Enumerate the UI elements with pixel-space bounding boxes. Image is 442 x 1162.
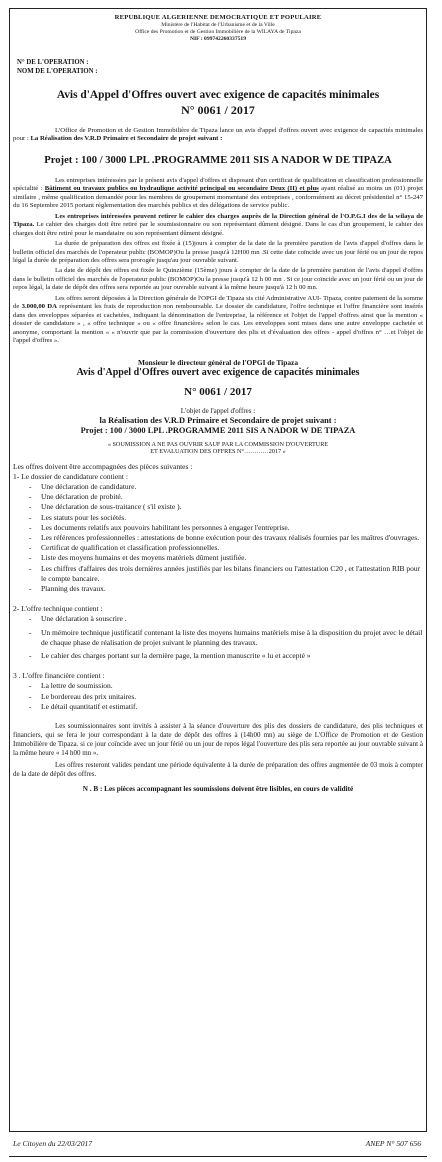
list-item: - Les chiffres d'affaires des trois dernières années justifiés par les bilans financiers ou l'attestation C20 , et l'attestation RIB pour le compte bancaire. — [29, 563, 421, 583]
list-item: - Une déclaration à souscrire . — [29, 614, 127, 624]
list-item: - La lettre de soumission. — [29, 681, 113, 691]
offers-text: Les offres seront déposées à la Direction générale de l'OPGI de Tipaza sis cité Administrative AUI- Tipaza, contre paiement de la somme de — [13, 294, 423, 311]
footer-rule — [9, 1156, 427, 1157]
list-item: - Une déclaration de sous-traitance ( s'il existe ). — [29, 502, 182, 512]
list-item: - Les documents relatifs aux pouvoirs habilitant les personnes à engager l'entreprise. — [29, 522, 290, 532]
list-item: - Les références professionnelles : attestations de bonne exécution pour des travaux réalisés fournies par les maîtres d'ouvrages. — [29, 532, 420, 542]
notice-line-2: ET EVALUATION DES OFFRES N°…………2017 » — [150, 448, 286, 456]
offers-amount: 3.000,00 DA — [21, 303, 57, 311]
list-item: - Une déclaration de probité. — [29, 492, 123, 502]
notice-title: Avis d'Appel d'Offres ouvert avec exigence de capacités minimales — [56, 89, 380, 101]
project-title: Projet : 100 / 3000 LPL .PROGRAMME 2011 SIS A NADOR W DE TIPAZA — [44, 154, 392, 166]
second-project: Projet : 100 / 3000 LPL .PROGRAMME 2011 SIS A NADOR W DE TIPAZA — [80, 426, 356, 436]
section-financiere — [13, 671, 423, 712]
section-financiere-title: 3 . L'offre financière contient : — [13, 671, 105, 681]
list-item: - Les statuts pour les sociétés. — [29, 512, 127, 522]
eligibility-specialty: Bâtiment ou travaux publics ou hydraulique activité principal ou secondaire Deux (II) et plus — [44, 185, 319, 193]
second-title: Avis d'Appel d'Offres ouvert avec exigence de capacités minimales — [76, 366, 360, 378]
retrieve-text-bold: Les entreprises intéressées peuvent retirer le cahier des charges auprès de la Direction général de l'O.P.G.I des de la wilaya de Tipaza. — [13, 212, 423, 229]
offers-rest: représentant les frais de reproduction non remboursable. Le dossier de candidature, l'offre technique et l'offre financière sont insérés dans des enveloppes séparées et cachetées, indiquant la dénomination de l'entreprise, la référence et l'objet de l'appel d'offres ainsi que la mention « dossier de candidature » , « offre technique » ou « offre financière» selon le cas. Les enveloppes sont mises dans une autre enveloppe cachetée et anonyme, comportant la mention « « n'ouvrir que par la commission d'ouverture des plis et d'évaluation des offres - appel d'offres n° …et l'objet de l'appel d'offres ». — [13, 303, 423, 345]
invited-paragraph: Les soumissionnaires sont invités à assister à la séance d'ouverture des plis des dossiers de candidature, des plis techniques et financiers, qui se fera le jour correspondant à la date de dépôt des offres à (14h00 mn) au siège de L'Office de Promotion et de Gestion Immobilière de Tipaza. si ce jour coïncide avec un jour férié ou un jour de repos légal l'ouverture des plis sera reportée au jour ouvrable suivant à la même heure « 14 h00 mn ». — [13, 721, 423, 757]
intro-bold: La Réalisation des V.R.D Primaire et Secondaire de projet suivant : — [30, 135, 223, 143]
footer-source: Le Citoyen du 22/03/2017 — [13, 1139, 93, 1148]
realisation-line: la Réalisation des V.R.D Primaire et Secondaire de projet suivant : — [99, 415, 337, 425]
operation-name-label: NOM DE L'OPERATION : — [17, 67, 98, 75]
section-candidature-title: 1- Le dossier de candidature contient : — [13, 471, 128, 481]
header-nif: NIF : 099742260337519 — [189, 36, 247, 42]
retrieve-text: Le cahier des charges doit être retiré par le soumissionnaire ou son représentant dûment désigné. Dans le cas d'un groupement, le cahier des charges doit être retiré pour le mandataire ou son représentant dûment désigné. — [13, 221, 424, 237]
second-number: N° 0061 / 2017 — [184, 385, 252, 398]
intro-paragraph — [13, 127, 423, 144]
eligibility-rest: ayant réalisé au moins un (01) projet similaire , même qualification demandée pour les membres de groupement momentané des entreprises , conformément au décret présidentiel n° 15-247 du 16 Septembre 2015 portant réglementation des marchés publics et des délégations de service public. — [13, 185, 423, 210]
list-item: - Liste des moyens humains et des moyens matériels dûment justifiée. — [29, 553, 247, 563]
notice-content — [13, 12, 423, 794]
list-item: - Un mémoire technique justificatif contenant la liste des moyens humains matériels mise à la disposition du projet avec le détail de chaque phase de réalisation de projet suivant le planning des travaux. — [29, 627, 423, 647]
list-item: - Le bordereau des prix unitaires. — [29, 691, 137, 701]
header-republic: REPUBLIQUE ALGERIENNE DEMOCRATIQUE ET POPULAIRE — [114, 14, 322, 21]
eligibility-text: Les entreprises intéressées par le présent avis d'appel d'offres et disposant d'un certificat de qualification et classification professionnelle spécialité : — [13, 176, 423, 193]
footer-reference: ANEP N° 507 656 — [365, 1139, 421, 1148]
nb-note: N . B : Les pièces accompagnant les soumissions doivent être lisibles, en cours de validité — [82, 784, 354, 793]
intro-text: L'Office de Promotion et de Gestion Immobilière de Tipaza lance un avis d'appel d'offres ouvert avec exigence de capacités minimales pour : — [13, 127, 423, 143]
objet-label: L'objet de l'appel d'offres : — [180, 406, 256, 415]
list-item: - Le détail quantitatif et estimatif. — [29, 701, 138, 711]
validity-paragraph: Les offres resteront valides pendant une période équivalente à la durée de préparation des offres augmentée de 03 mois à compter de la date de dépôt des offres. — [13, 760, 423, 778]
operation-number-label: N° DE L'OPERATION : — [17, 59, 89, 66]
section-technique — [13, 604, 423, 661]
deposit-paragraph: La date de dépôt des offres est fixée le Quinzième (15ème) jours à compter de la date de la première parution de l'avis d'appel d'offres dans le bulletin officiel des marchés de l'operateur public (BOMOP)Ou la presse jusqu'à 12 h 00 mn . Si ce jour coïncide avec un jour férié ou un jour de repos légal, la date de dépôt des offres sera reportée au jour ouvrable suivant à la même heure jusqu'à 12 h 00 mn. — [13, 267, 423, 292]
notice-number: N° 0061 / 2017 — [181, 103, 255, 117]
accompanied-line: Les offres doivent être accompagnées des pièces suivantes : — [13, 461, 193, 471]
director-line: Monsieur le directeur général de l'OPGI de Tipaza — [137, 357, 299, 367]
eligibility-paragraph — [13, 177, 423, 211]
notice-line-1: « SOUMISSION A NE PAS OUVRIR SAUF PAR LA COMMISSION D'OUVERTURE — [107, 440, 329, 448]
header-office: Office des Promotion et de Gestion Immobilière de la WILAYA de Tipaza — [135, 29, 301, 35]
retrieve-paragraph — [13, 213, 423, 238]
offers-paragraph — [13, 295, 423, 346]
duration-paragraph: La durée de préparation des offres est fixée à (15)jours à compter de la date de la première parution de l'avis d'appel d'offres dans le bulletin officiel des marchés de l'operateur public (BOMOP)Ou la presse jusqu'à 12H00 mn .Si cette date coïncide avec un jour férié ou un jour de repos légal la durée de préparation des offres sera prorogée jusqu'au jour ouvrable suivant. — [13, 240, 423, 264]
section-candidature — [13, 472, 423, 594]
list-item: - Une déclaration de candidature. — [29, 481, 137, 491]
list-item: - Certificat de qualification et classification professionnelles. — [29, 543, 220, 553]
list-item: - Le cahier des charges portant sur la dernière page, la mention manuscrite « lu et accepté » — [29, 650, 311, 660]
section-technique-title: 2- L'offre technique contient : — [13, 604, 103, 614]
header-ministry: Ministère de l'Habitat de l'Urbanisme et de la Ville — [161, 22, 275, 28]
list-item: - Planning des travaux. — [29, 583, 106, 593]
